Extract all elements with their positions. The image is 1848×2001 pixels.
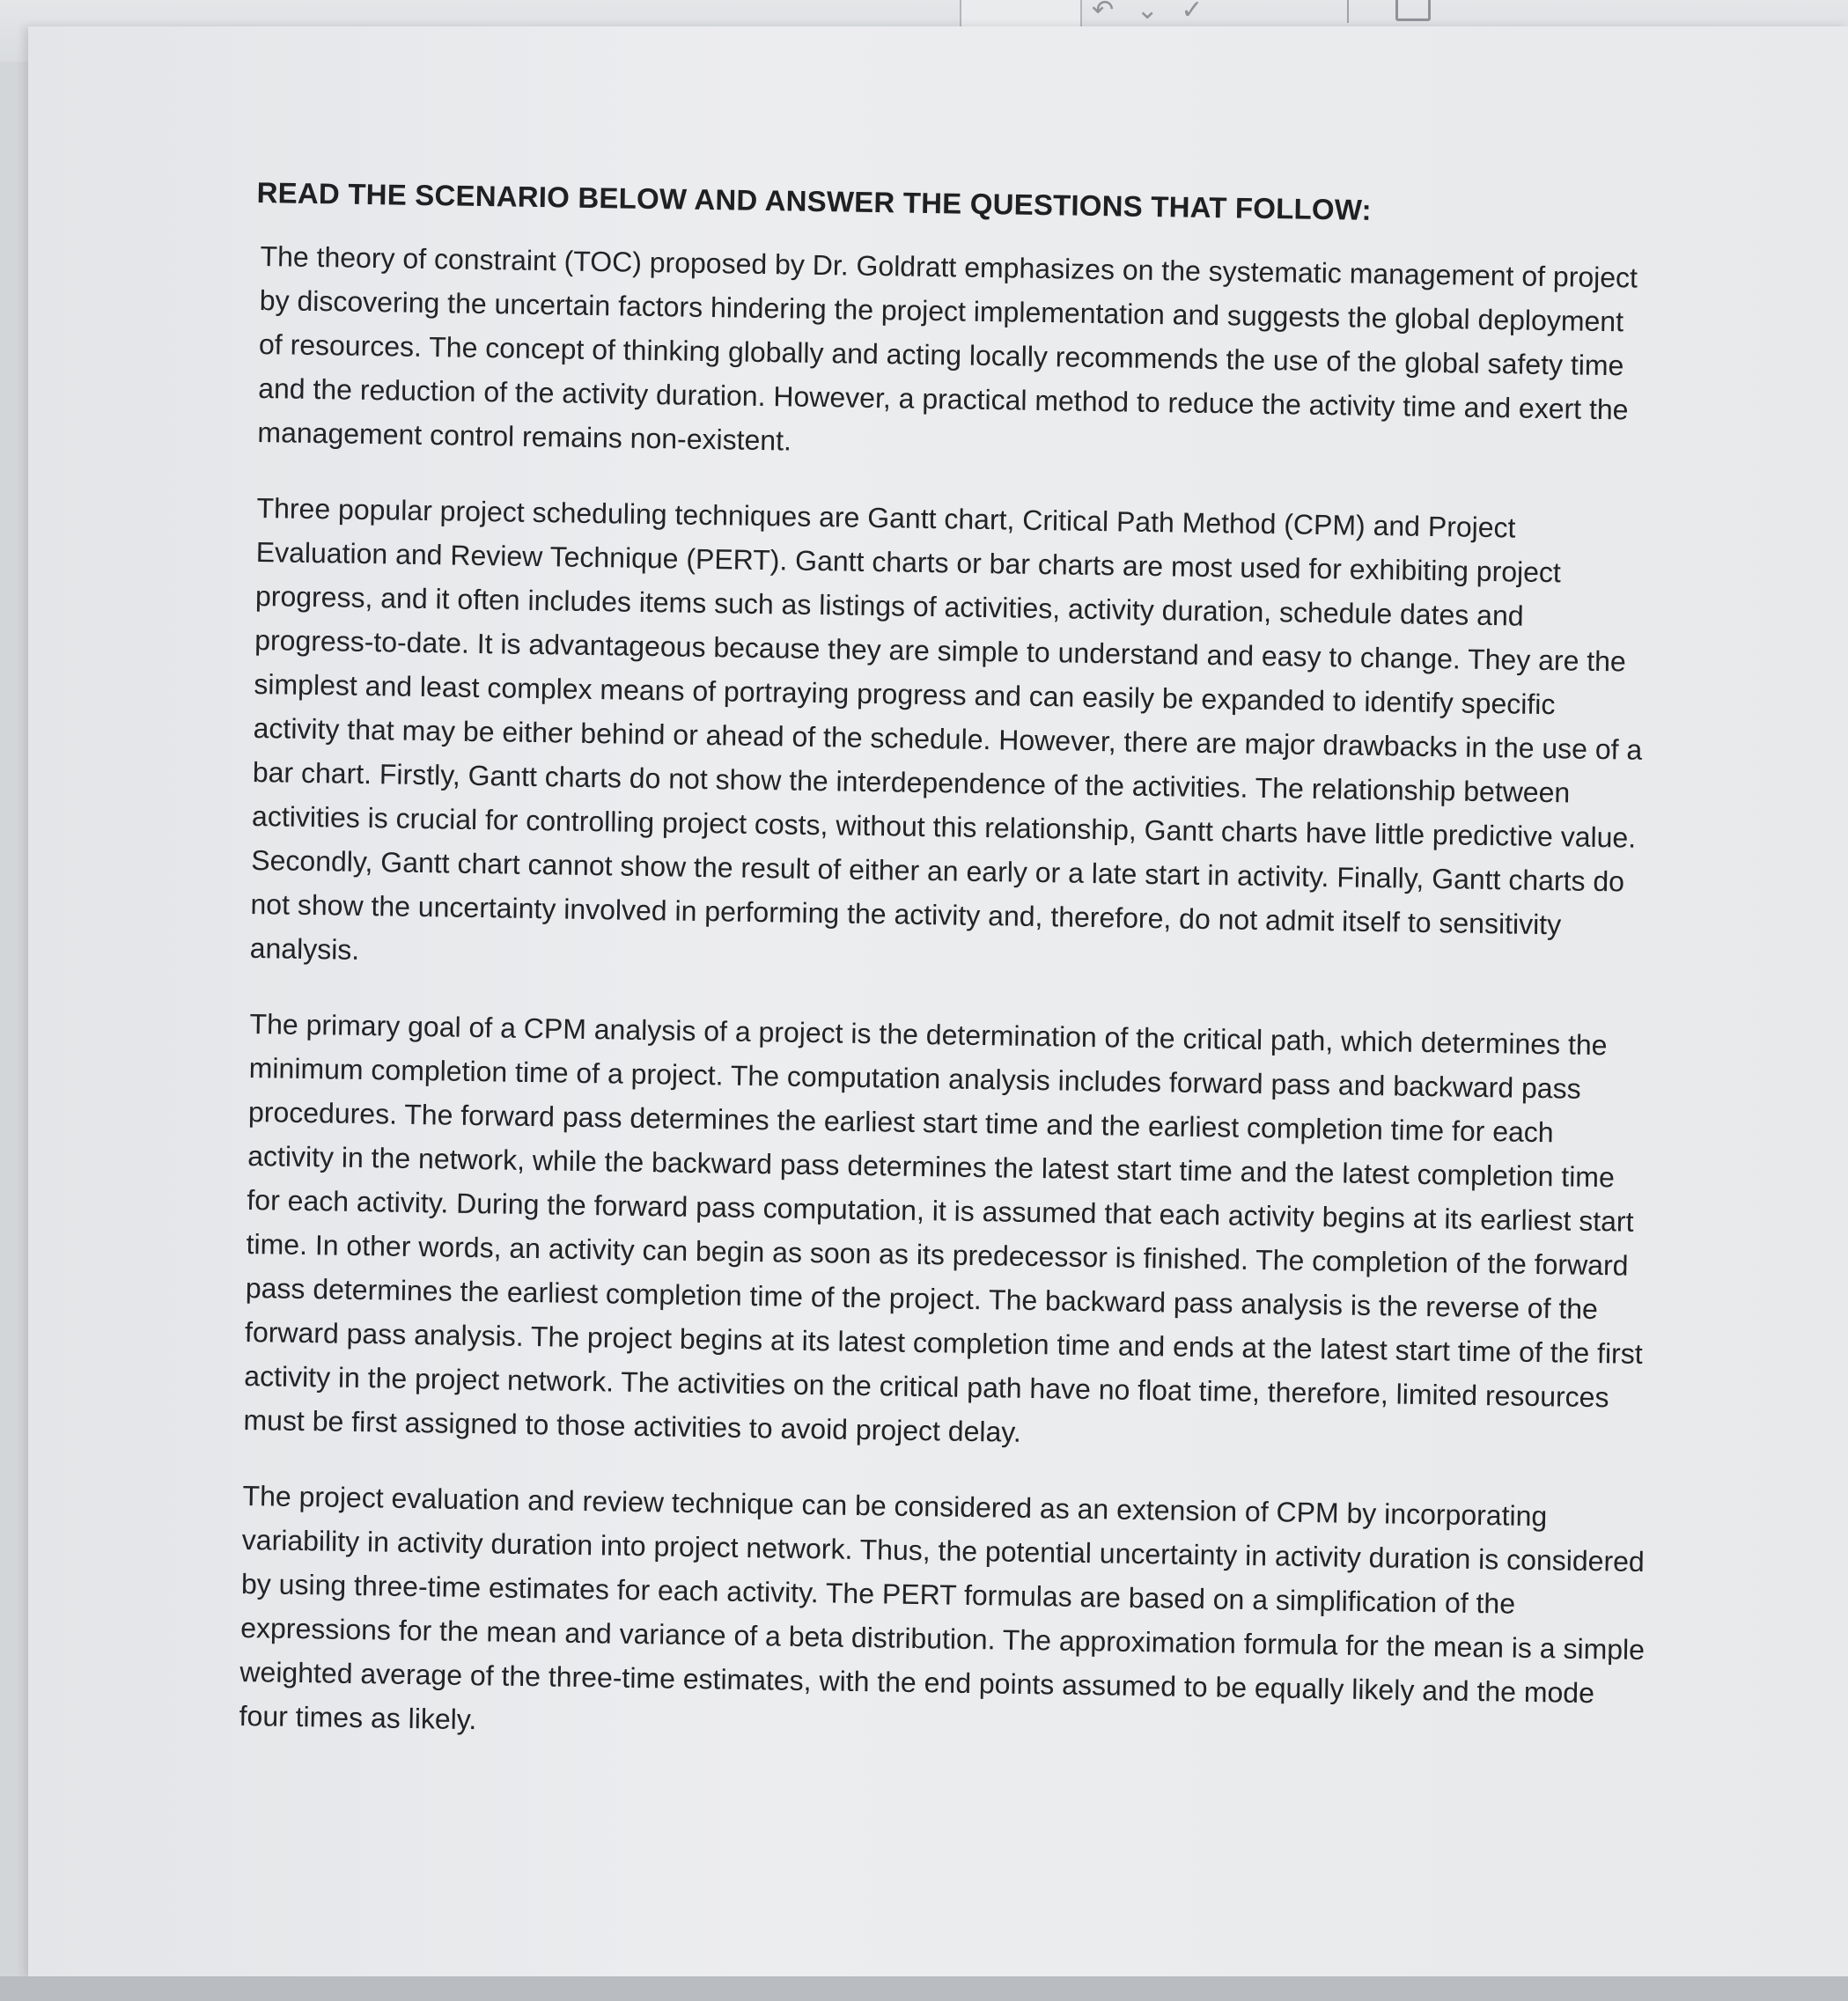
paragraph-pert: The project evaluation and review technique can be considered as an extension of CPM by incorporating variability in activity duration into project network. Thus, the potential uncertainty in activity duration is considered by using three-time estimates for each activity. The PERT formulas are based on a simplification of the expressions for the mean and variance of a beta distribution. The approximation formula for the mean is a simple weighted average of the three-time estimates, with the end points assumed to be equally likely and the mode four times as likely. [239, 1479, 1646, 1736]
toolbar-glyphs: ↶ ⌄ ✓ [1092, 0, 1211, 26]
paragraph-gantt: Three popular project scheduling techniques are Gantt chart, Critical Path Method (CPM) and Project Evaluation and Review Technique (PERT). Gantt charts or bar charts are most used for exhibiting project progress, and it often includes items such as listings of activities, activity duration, schedule dates and progress-to-date. It is advantageous because they are simple to understand and easy to change. They are the simplest and least complex means of portraying progress and can easily be expanded to identify specific activity that may be either behind or ahead of the schedule. However, there are major drawbacks in the use of a bar chart. Firstly, Gantt charts do not show the interdependence of the activities. The relationship between activities is crucial for controlling project costs, without this relationship, Gantt charts have little predictive value. Secondly, Gantt chart cannot show the result of either an early or a late start in activity. Finally, Gantt charts do not show the uncertainty involved in performing the activity and, therefore, do not admit itself to sensitivity analysis. [249, 491, 1643, 966]
paragraph-cpm: The primary goal of a CPM analysis of a project is the determination of the critical path, which determines the minimum completion time of a project. The computation analysis includes forward pass and backward pass procedures. The forward pass determines the earliest start time and the earliest completion time for each activity in the network, while the backward pass determines the latest start time and the latest completion time for each activity. During the forward pass computation, it is assumed that each activity begins at its earliest start time. In other words, an activity can begin as soon as its predecessor is finished. The completion of the forward pass determines the earliest completion time of the project. The backward pass analysis is the reverse of the forward pass analysis. The project begins at its latest completion time and ends at the latest start time of the first activity in the project network. The activities on the critical path have no float time, therefore, limited resources must be first assigned to those activities to avoid project delay. [243, 1007, 1643, 1448]
document-content [239, 176, 1648, 1769]
bottom-edge [0, 1976, 1848, 2001]
scenario-heading: READ THE SCENARIO BELOW AND ANSWER THE QUESTIONS THAT FOLLOW: [256, 176, 1373, 226]
toolbar-separator [1347, 0, 1349, 23]
document-page [28, 26, 1848, 1976]
paragraph-toc: The theory of constraint (TOC) proposed by Dr. Goldratt emphasizes on the systematic management of project by discovering the uncertain factors hindering the project implementation and suggests the global deployment of resources. The concept of thinking globally and acting locally recommends the use of the global safety time and the reduction of the activity duration. However, a practical method to reduce the activity time and exert the management control remains non-existent. [257, 239, 1638, 457]
frame-icon[interactable] [1395, 0, 1431, 21]
